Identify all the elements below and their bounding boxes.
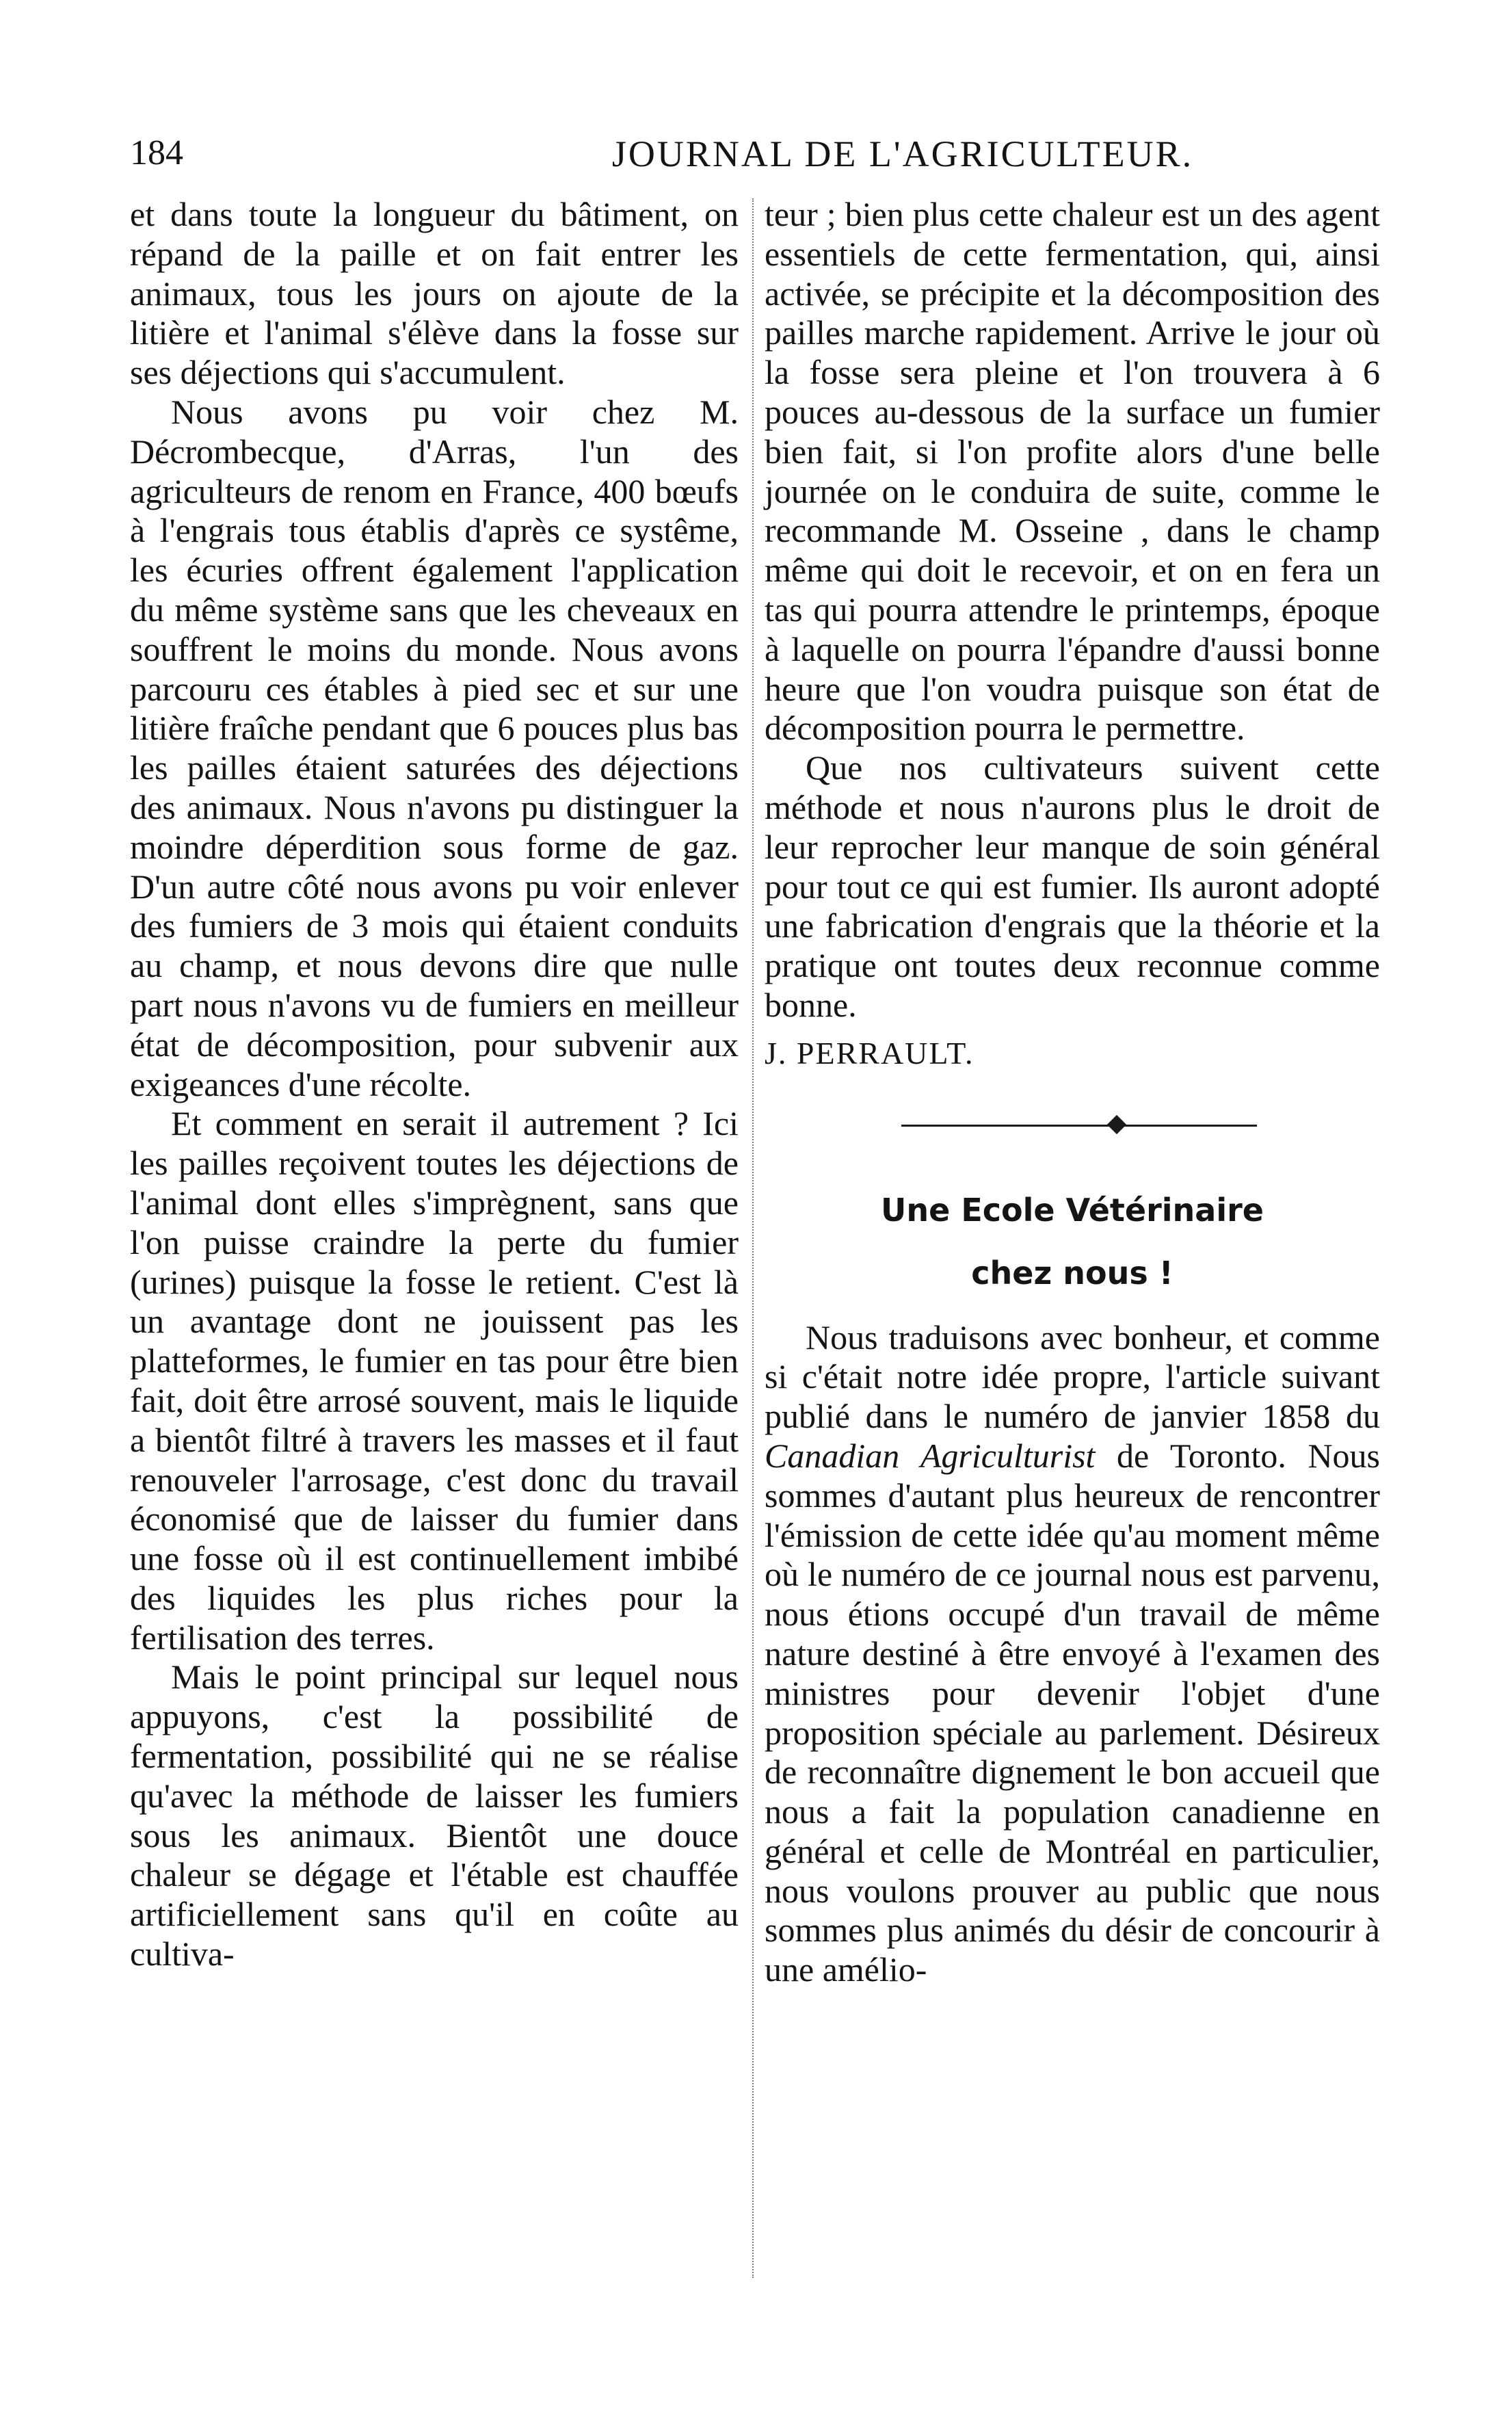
left-column xyxy=(130,195,739,1974)
right-paragraph-2: Que nos cultivateurs suivent cette méthode et nous n'aurons plus le droit de leur reprocher leur manque de soin général pour tout ce qui est fumier. Ils auront adopté une fabrication d'engrais que la théorie et la pratique ont toutes deux reconnue comme bonne. xyxy=(765,748,1380,1024)
article-text-start: Nous traduisons avec bonheur, et comme si c'était notre idée propre, l'article suivant publié dans le numéro de janvier 1858 du xyxy=(765,1318,1380,1436)
column-divider xyxy=(752,198,754,2278)
article-text-end: de Toronto. Nous sommes d'autant plus heureux de rencontrer l'émission de cette idée qu'au moment même où le numéro de ce journal nous est parvenu, nous étions occupé d'un travail de même nature destiné à être envoyé à l'examen des ministres pour devenir l'objet d'une proposition spéciale au parlement. Désireux de reconnaître dignement le bon accueil que nous a fait la population canadienne en général et celle de Montréal en particulier, nous voulons prouver au public que nous sommes plus animés du désir de concourir à une amélio- xyxy=(765,1436,1381,1989)
left-paragraph-2: Nous avons pu voir chez M. Décrombecque, d'Arras, l'un des agriculteurs de renom en France, 400 bœufs à l'engrais tous établis d'après ce systême, les écuries offrent également l'application du même système sans que les cheveaux en souffrent le moins du monde. Nous avons parcouru ces étables à pied sec et sur une litière fraîche pendant que 6 pouces plus bas les pailles étaient saturées des déjections des animaux. Nous n'avons pu distinguer la moindre déperdition sous forme de gaz. D'un autre côté nous avons pu voir enlever des fumiers de 3 mois qui étaient conduits au champ, et nous devons dire que nulle part nous n'avons vu de fumiers en meilleur état de décomposition, pour subvenir aux exigeances d'une récolte. xyxy=(130,392,739,1103)
left-paragraph-1: et dans toute la longueur du bâtiment, on répand de la paille et on fait entrer les animaux, tous les jours on ajoute de la litière et l'animal s'élève dans la fosse sur ses déjections qui s'accumulent. xyxy=(130,195,739,392)
section-title-line-2: chez nous ! xyxy=(971,1254,1173,1292)
rule-line xyxy=(901,1125,1257,1127)
left-paragraph-3: Et comment en serait il autrement ? Ici les pailles reçoivent toutes les déjections de l'animal dont elles s'imprègnent, sans que l'on puisse craindre la perte du fumier (urines) puisque la fosse le retient. C'est là un avantage dont ne jouissent pas les platteformes, le fumier en tas pour être bien fait, doit être arrosé souvent, mais le liquide a bientôt filtré à travers les masses et il faut renouveler l'arrosage, c'est donc du travail économisé que de laisser du fumier dans une fosse où il est continuellement imbibé des liquides les plus riches pour la fertilisation des terres. xyxy=(130,1104,739,1657)
ornamental-rule xyxy=(765,1112,1380,1139)
page-number: 184 xyxy=(130,133,183,172)
right-paragraph-1: teur ; bien plus cette chaleur est un des agent essentiels de cette fermentation, qui, ainsi activée, se précipite et la décomposition des pailles marche rapidement. Arrive le jour où la fosse sera pleine et l'on trouvera à 6 pouces au-dessous de la surface un fumier bien fait, si l'on profite alors d'une belle journée on le conduira de suite, comme le recommande M. Osseine , dans le champ même qui doit le recevoir, et on en fera un tas qui pourra attendre le printemps, époque à laquelle on pourra l'épandre d'aussi bonne heure que l'on voudra puisque son état de décomposition pourra le permettre. xyxy=(765,195,1380,748)
right-column xyxy=(765,195,1380,1990)
left-paragraph-4: Mais le point principal sur lequel nous appuyons, c'est la possibilité de fermentation, possibilité qui ne se réalise qu'avec la méthode de laisser les fumiers sous les animaux. Bientôt une douce chaleur se dégage et l'étable est chauffée artificiellement sans qu'il en coûte au cultiva- xyxy=(130,1657,739,1974)
article-paragraph xyxy=(765,1318,1380,1991)
section-title-line-1: Une Ecole Vétérinaire xyxy=(881,1191,1264,1229)
signature: J. PERRAULT. xyxy=(765,1035,974,1071)
running-title: JOURNAL DE L'AGRICULTEUR. xyxy=(611,133,1194,174)
section-title xyxy=(765,1179,1380,1305)
journal-title: Canadian Agriculturist xyxy=(765,1436,1096,1475)
rule-ornament-icon xyxy=(1107,1114,1126,1133)
